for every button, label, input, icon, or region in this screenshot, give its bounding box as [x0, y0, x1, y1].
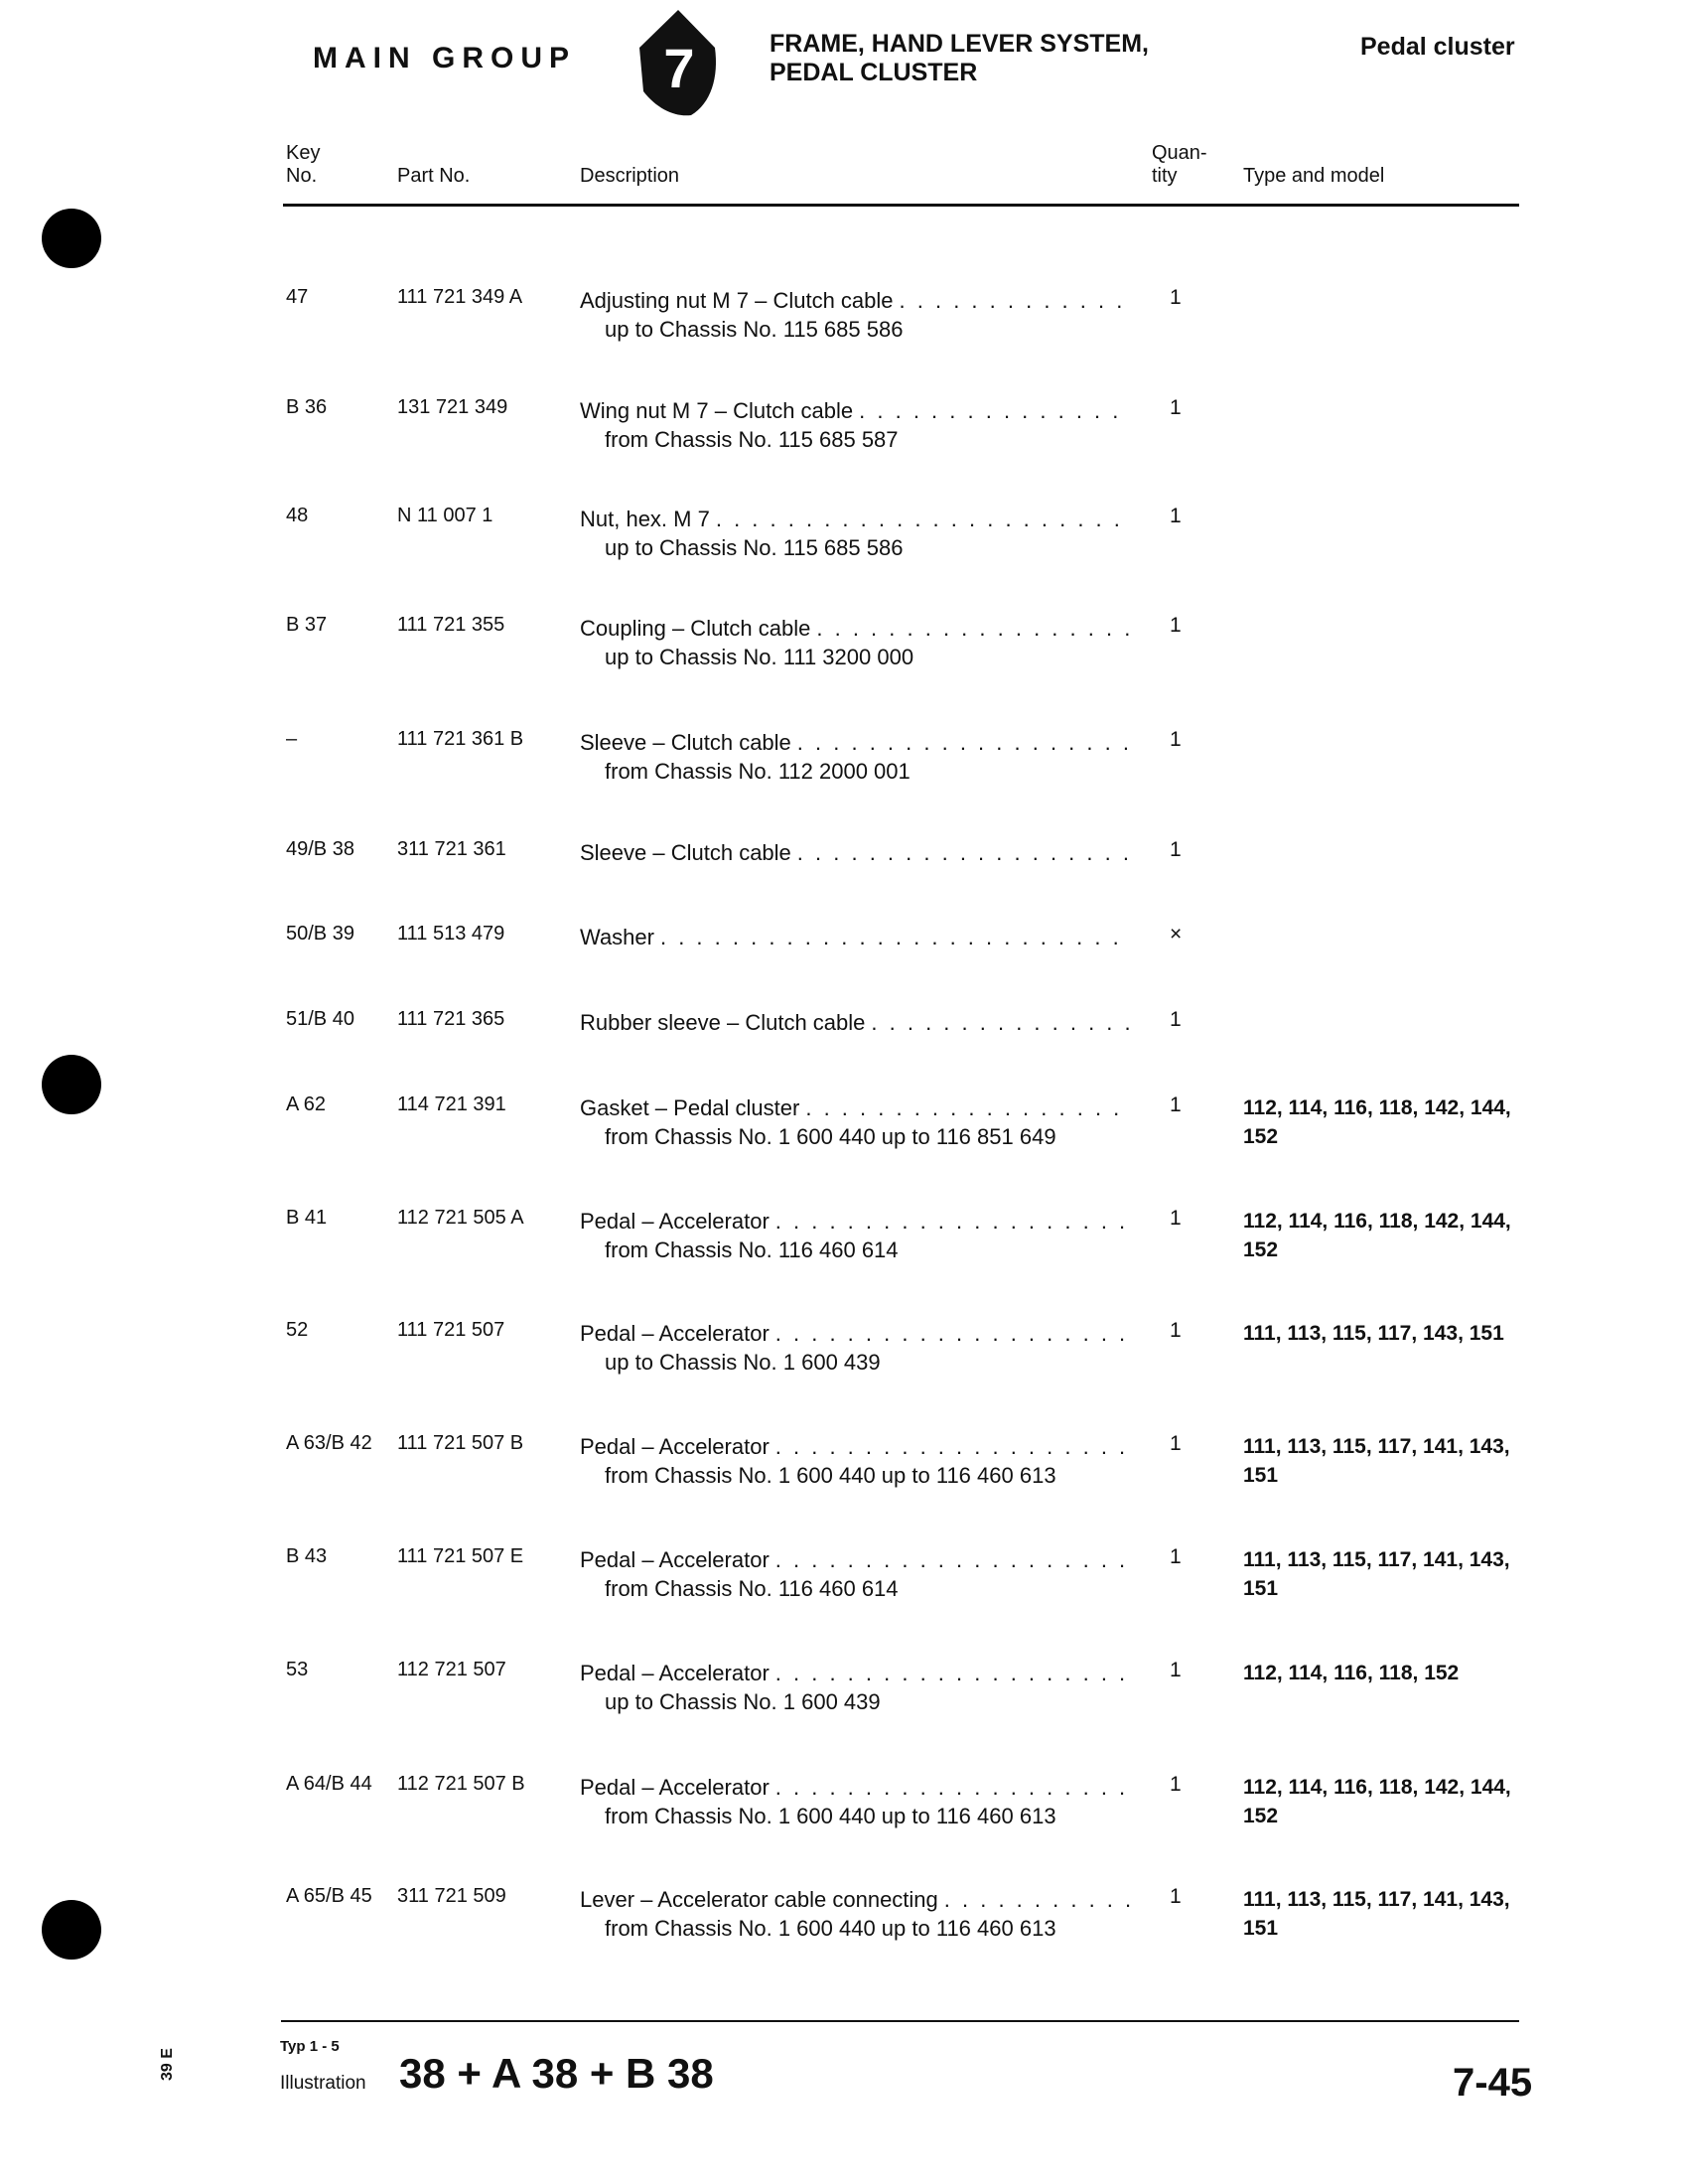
- leader-dots: [654, 923, 1132, 951]
- part-number: 311 721 509: [397, 1885, 506, 1907]
- type-label: Typ 1 - 5: [280, 2038, 340, 2055]
- leader-dots: [770, 1659, 1132, 1687]
- part-number: 111 721 355: [397, 614, 505, 636]
- quantity: 1: [1170, 1432, 1182, 1455]
- footer-rule: [281, 2020, 1519, 2022]
- col-key-line2: No.: [286, 165, 318, 187]
- key-number: A 64/B 44: [286, 1773, 372, 1795]
- description: [580, 728, 1132, 786]
- type-model: 112, 114, 116, 118, 152: [1243, 1662, 1460, 1684]
- part-number: 111 721 361 B: [397, 728, 524, 750]
- type-model: 111, 113, 115, 117, 141, 143, 151: [1243, 1435, 1510, 1487]
- group-number-badge: [635, 8, 721, 117]
- part-number: 111 721 349 A: [397, 286, 523, 308]
- description: [580, 1432, 1132, 1490]
- part-number: 111 721 365: [397, 1008, 505, 1030]
- part-number: 111 721 507 E: [397, 1545, 524, 1567]
- description-text: Sleeve – Clutch cable: [580, 730, 791, 755]
- quantity: 1: [1170, 1008, 1182, 1031]
- leader-dots: [791, 728, 1132, 757]
- leader-dots: [770, 1773, 1132, 1802]
- description-text: Lever – Accelerator cable connecting: [580, 1887, 938, 1912]
- description-text: Rubber sleeve – Clutch cable: [580, 1010, 866, 1035]
- description-text: Pedal – Accelerator: [580, 1661, 770, 1685]
- quantity: 1: [1170, 728, 1182, 751]
- leader-dots: [853, 396, 1132, 425]
- quantity: 1: [1170, 1207, 1182, 1230]
- key-number: 51/B 40: [286, 1008, 354, 1030]
- part-number: 112 721 505 A: [397, 1207, 524, 1229]
- illustration-label: Illustration: [280, 2073, 366, 2094]
- description: [580, 1773, 1132, 1830]
- type-model: 112, 114, 116, 118, 142, 144, 152: [1243, 1096, 1511, 1148]
- type-model: 111, 113, 115, 117, 143, 151: [1243, 1322, 1504, 1345]
- main-group-label: MAIN GROUP: [313, 42, 576, 74]
- description-text: Washer: [580, 925, 654, 949]
- part-number: 311 721 361: [397, 838, 506, 860]
- part-number: N 11 007 1: [397, 505, 493, 526]
- description-text: Pedal – Accelerator: [580, 1775, 770, 1800]
- description: [580, 1659, 1132, 1716]
- description-text: Pedal – Accelerator: [580, 1434, 770, 1459]
- type-model: 112, 114, 116, 118, 142, 144, 152: [1243, 1776, 1511, 1827]
- description: [580, 1885, 1132, 1943]
- illustration-references: 38 + A 38 + B 38: [399, 2050, 714, 2097]
- description: [580, 1093, 1132, 1151]
- key-number: 52: [286, 1319, 309, 1341]
- leader-dots: [799, 1093, 1132, 1122]
- description-note: up to Chassis No. 115 685 586: [605, 535, 904, 560]
- quantity: 1: [1170, 1885, 1182, 1908]
- binder-hole-middle: [42, 1055, 101, 1114]
- col-key: [286, 142, 320, 188]
- quantity: 1: [1170, 505, 1182, 527]
- description-note: up to Chassis No. 1 600 439: [605, 1350, 881, 1375]
- col-key-line1: Key: [286, 142, 321, 164]
- description-note: up to Chassis No. 115 685 586: [605, 317, 904, 342]
- leader-dots: [810, 614, 1132, 643]
- quantity: 1: [1170, 396, 1182, 419]
- quantity: 1: [1170, 1093, 1182, 1116]
- leader-dots: [894, 286, 1132, 315]
- key-number: 48: [286, 505, 309, 526]
- description-text: Pedal – Accelerator: [580, 1547, 770, 1572]
- col-description: Description: [580, 165, 680, 187]
- description-note: from Chassis No. 112 2000 001: [605, 759, 911, 784]
- description-note: from Chassis No. 1 600 440 up to 116 851 649: [605, 1124, 1056, 1149]
- part-number: 111 721 507: [397, 1319, 505, 1341]
- description-text: Nut, hex. M 7: [580, 507, 710, 531]
- key-number: 49/B 38: [286, 838, 354, 860]
- group-title-line1: FRAME, HAND LEVER SYSTEM,: [770, 30, 1149, 58]
- group-number: 7: [663, 37, 695, 99]
- description-text: Adjusting nut M 7 – Clutch cable: [580, 288, 894, 313]
- part-number: 111 513 479: [397, 923, 505, 945]
- description: [580, 286, 1132, 344]
- description-note: from Chassis No. 1 600 440 up to 116 460 613: [605, 1463, 1056, 1488]
- key-number: 50/B 39: [286, 923, 354, 945]
- quantity: 1: [1170, 1659, 1182, 1681]
- key-number: –: [286, 728, 298, 750]
- key-number: A 65/B 45: [286, 1885, 372, 1907]
- leader-dots: [770, 1207, 1132, 1236]
- key-number: A 63/B 42: [286, 1432, 372, 1454]
- description-note: from Chassis No. 115 685 587: [605, 427, 899, 452]
- description-text: Wing nut M 7 – Clutch cable: [580, 398, 854, 423]
- key-number: B 36: [286, 396, 328, 418]
- quantity: 1: [1170, 838, 1182, 861]
- quantity: 1: [1170, 286, 1182, 309]
- description: [580, 1319, 1132, 1377]
- description-text: Pedal – Accelerator: [580, 1209, 770, 1234]
- description: [580, 1545, 1132, 1603]
- key-number: B 41: [286, 1207, 328, 1229]
- description-note: from Chassis No. 1 600 440 up to 116 460 613: [605, 1804, 1056, 1828]
- binder-hole-bottom: [42, 1900, 101, 1960]
- description-note: from Chassis No. 116 460 614: [605, 1576, 899, 1601]
- group-title: [770, 30, 1149, 87]
- type-model: 112, 114, 116, 118, 142, 144, 152: [1243, 1210, 1511, 1261]
- description: [580, 1207, 1132, 1264]
- quantity: ×: [1170, 923, 1183, 946]
- key-number: 53: [286, 1659, 309, 1680]
- description: [580, 614, 1132, 671]
- col-part: Part No.: [397, 165, 471, 187]
- part-number: 112 721 507 B: [397, 1773, 525, 1795]
- side-code: 39 E: [159, 2048, 176, 2081]
- key-number: B 37: [286, 614, 328, 636]
- page-number: 7-45: [1453, 2061, 1533, 2105]
- key-number: 47: [286, 286, 309, 308]
- description: [580, 923, 1132, 951]
- description-text: Sleeve – Clutch cable: [580, 840, 791, 865]
- description-note: up to Chassis No. 1 600 439: [605, 1689, 881, 1714]
- section-title: Pedal cluster: [1360, 33, 1515, 61]
- quantity: 1: [1170, 1545, 1182, 1568]
- leader-dots: [770, 1319, 1132, 1348]
- key-number: A 62: [286, 1093, 327, 1115]
- binder-hole-top: [42, 209, 101, 268]
- leader-dots: [791, 838, 1132, 867]
- col-quantity-line2: tity: [1152, 165, 1178, 187]
- part-number: 112 721 507: [397, 1659, 506, 1680]
- quantity: 1: [1170, 614, 1182, 637]
- leader-dots: [770, 1432, 1132, 1461]
- description-note: from Chassis No. 1 600 440 up to 116 460 613: [605, 1916, 1056, 1941]
- type-model: 111, 113, 115, 117, 141, 143, 151: [1243, 1548, 1510, 1600]
- description-text: Coupling – Clutch cable: [580, 616, 811, 641]
- group-badge-shape: [635, 8, 721, 117]
- description-text: Gasket – Pedal cluster: [580, 1095, 800, 1120]
- col-quantity: [1152, 142, 1207, 188]
- quantity: 1: [1170, 1319, 1182, 1342]
- part-number: 131 721 349: [397, 396, 508, 418]
- leader-dots: [938, 1885, 1132, 1914]
- leader-dots: [865, 1008, 1132, 1037]
- col-model: Type and model: [1243, 165, 1385, 187]
- group-title-line2: PEDAL CLUSTER: [770, 59, 978, 86]
- description-note: up to Chassis No. 111 3200 000: [605, 645, 914, 669]
- quantity: 1: [1170, 1773, 1182, 1796]
- description: [580, 1008, 1132, 1037]
- description: [580, 396, 1132, 454]
- description-note: from Chassis No. 116 460 614: [605, 1238, 899, 1262]
- description: [580, 838, 1132, 867]
- header-rule: [283, 204, 1519, 207]
- part-number: 111 721 507 B: [397, 1432, 524, 1454]
- description: [580, 505, 1132, 562]
- key-number: B 43: [286, 1545, 328, 1567]
- type-model: 111, 113, 115, 117, 141, 143, 151: [1243, 1888, 1510, 1940]
- col-quantity-line1: Quan-: [1152, 142, 1207, 164]
- part-number: 114 721 391: [397, 1093, 506, 1115]
- leader-dots: [770, 1545, 1132, 1574]
- description-text: Pedal – Accelerator: [580, 1321, 770, 1346]
- leader-dots: [710, 505, 1132, 533]
